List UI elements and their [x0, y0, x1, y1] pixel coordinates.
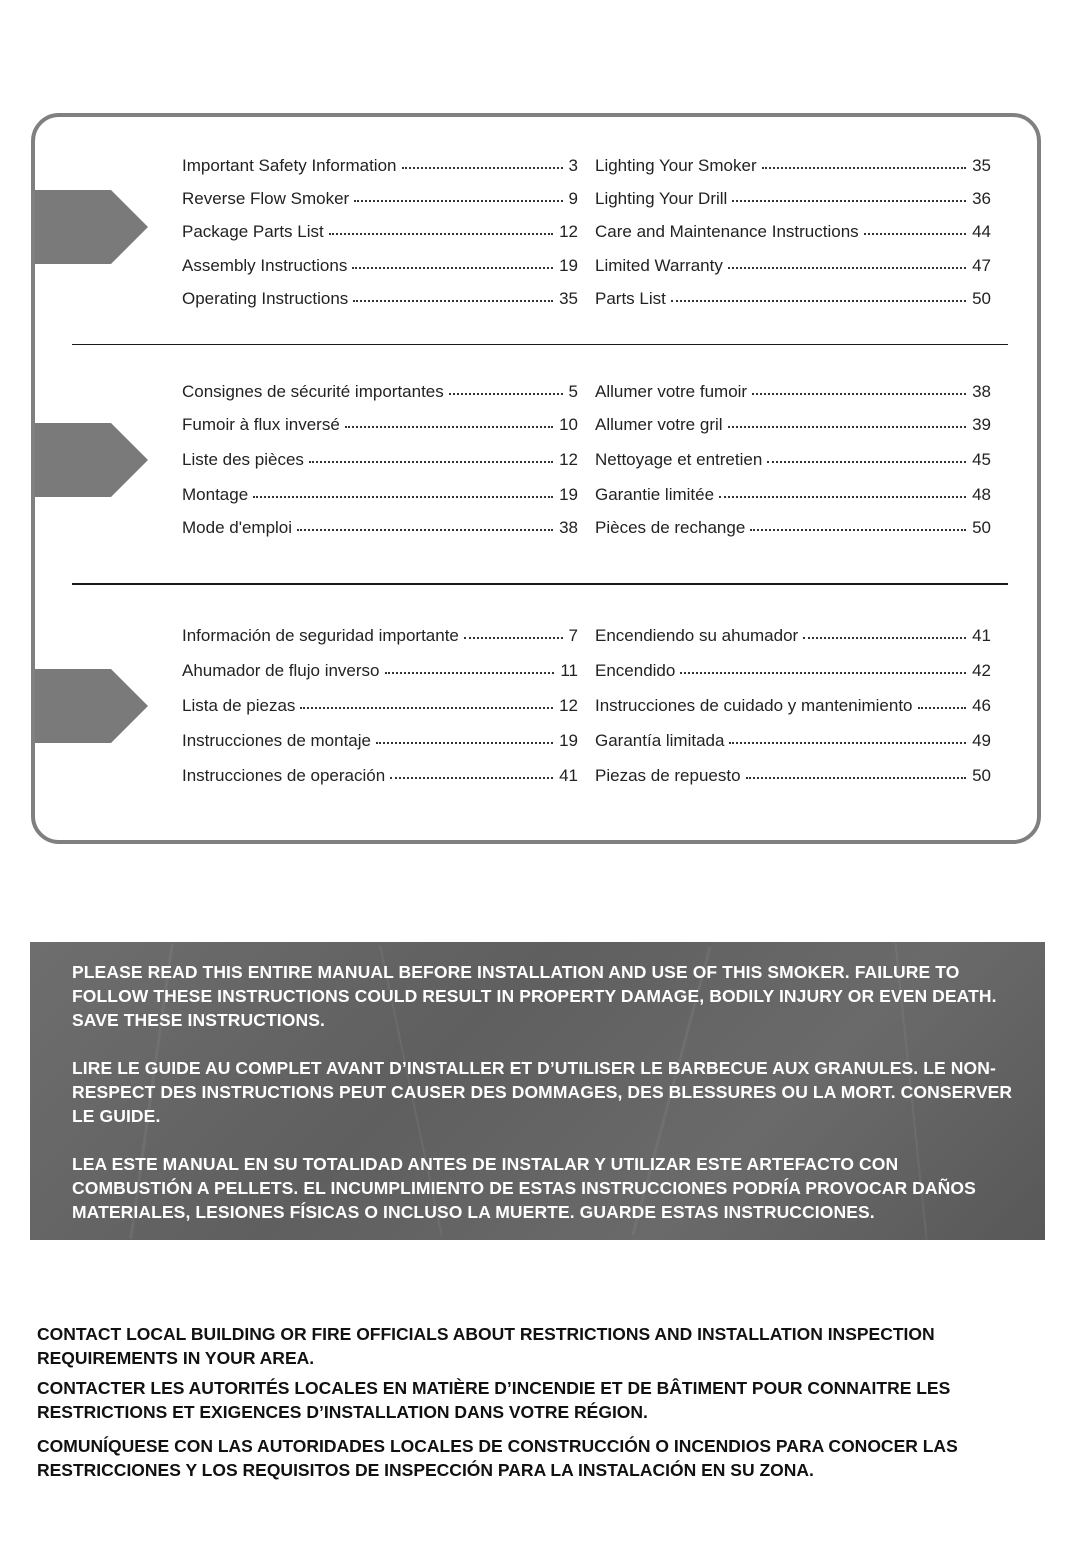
toc-entry — [595, 156, 991, 176]
toc-leader-dots — [728, 255, 966, 269]
toc-entry-title: Instrucciones de operación — [182, 766, 386, 785]
toc-entry-title: Encendido — [595, 661, 676, 680]
toc-entry-page: 42 — [972, 661, 991, 680]
toc-entry-page: 5 — [568, 382, 578, 401]
toc-leader-dots — [732, 188, 966, 202]
toc-entry-page: 48 — [972, 485, 991, 504]
toc-leader-dots — [390, 765, 553, 779]
toc-entry-title: Allumer votre gril — [595, 415, 723, 434]
toc-entry — [182, 485, 578, 505]
toc-leader-dots — [864, 221, 966, 235]
toc-entry-title: Ahumador de flujo inverso — [182, 661, 380, 680]
toc-entry — [595, 256, 991, 276]
toc-entry-page: 41 — [972, 626, 991, 645]
toc-leader-dots — [352, 255, 553, 269]
toc-entry-page: 19 — [559, 731, 578, 750]
toc-leader-dots — [746, 765, 967, 779]
toc-entry — [595, 450, 991, 470]
warning-panel — [30, 942, 1045, 1240]
toc-entry-page: 46 — [972, 696, 991, 715]
warning-french: LIRE LE GUIDE AU COMPLET AVANT D’INSTALLER ET D’UTILISER LE BARBECUE AUX GRANULES. LE NON-RESPECT DES INSTRUCTIONS PEUT CAUSER DES DOMMAGES, DES BLESSURES OU LA MORT. CONSERVER LE GUIDE. — [72, 1058, 1013, 1126]
toc-leader-dots — [300, 695, 553, 709]
toc-leader-dots — [680, 660, 966, 674]
toc-entry-page: 10 — [559, 415, 578, 434]
toc-entry — [595, 766, 991, 786]
warning-english: PLEASE READ THIS ENTIRE MANUAL BEFORE INSTALLATION AND USE OF THIS SMOKER. FAILURE TO FOLLOW THESE INSTRUCTIONS COULD RESULT IN PROPERTY DAMAGE, BODILY INJURY OR EVEN DEATH. SAVE THESE INSTRUCTIONS. — [72, 962, 997, 1030]
toc-entry-page: 12 — [559, 450, 578, 469]
toc-leader-dots — [376, 730, 553, 744]
toc-entry — [595, 382, 991, 402]
toc-entry-title: Consignes de sécurité importantes — [182, 382, 444, 401]
toc-leader-dots — [385, 660, 555, 674]
toc-entry-title: Lighting Your Smoker — [595, 156, 757, 175]
toc-entry-page: 36 — [972, 189, 991, 208]
toc-entry-page: 19 — [559, 485, 578, 504]
toc-entry — [182, 415, 578, 435]
toc-leader-dots — [253, 484, 553, 498]
toc-entry-page: 44 — [972, 222, 991, 241]
toc-entry-title: Lista de piezas — [182, 696, 296, 715]
toc-leader-dots — [762, 155, 966, 169]
toc-entry — [182, 626, 578, 646]
toc-entry — [182, 222, 578, 242]
toc-leader-dots — [719, 484, 966, 498]
toc-entry-title: Liste des pièces — [182, 450, 304, 469]
toc-entry — [595, 518, 991, 538]
toc-entry-title: Care and Maintenance Instructions — [595, 222, 859, 241]
toc-entry-title: Pièces de rechange — [595, 518, 746, 537]
toc-entry-page: 35 — [972, 156, 991, 175]
toc-entry-title: Encendiendo su ahumador — [595, 626, 799, 645]
toc-entry-page: 39 — [972, 415, 991, 434]
toc-entry-title: Piezas de repuesto — [595, 766, 741, 785]
toc-entry-page: 50 — [972, 766, 991, 785]
toc-entry — [182, 661, 578, 681]
toc-entry-page: 45 — [972, 450, 991, 469]
toc-entry-page: 12 — [559, 222, 578, 241]
toc-entry-title: Package Parts List — [182, 222, 324, 241]
toc-entry-title: Operating Instructions — [182, 289, 349, 308]
toc-entry — [182, 731, 578, 751]
toc-entry-title: Mode d'emploi — [182, 518, 293, 537]
toc-entry — [595, 696, 991, 716]
toc-entry-page: 9 — [568, 189, 578, 208]
toc-entry-title: Garantía limitada — [595, 731, 725, 750]
toc-entry-title: Lighting Your Drill — [595, 189, 728, 208]
toc-entry — [182, 450, 578, 470]
toc-entry-title: Allumer votre fumoir — [595, 382, 748, 401]
toc-entry-title: Nettoyage et entretien — [595, 450, 763, 469]
toc-leader-dots — [803, 625, 966, 639]
toc-leader-dots — [918, 695, 967, 709]
toc-entry — [595, 222, 991, 242]
toc-entry — [182, 696, 578, 716]
toc-leader-dots — [353, 288, 553, 302]
section-divider — [72, 583, 1008, 585]
toc-entry-page: 47 — [972, 256, 991, 275]
toc-entry — [595, 189, 991, 209]
toc-leader-dots — [309, 449, 553, 463]
toc-entry — [182, 518, 578, 538]
toc-leader-dots — [297, 517, 553, 531]
toc-entry — [182, 189, 578, 209]
toc-entry-page: 50 — [972, 289, 991, 308]
toc-leader-dots — [329, 221, 553, 235]
toc-leader-dots — [729, 730, 966, 744]
toc-entry-page: 35 — [559, 289, 578, 308]
toc-entry — [182, 766, 578, 786]
toc-entry-page: 38 — [559, 518, 578, 537]
toc-leader-dots — [752, 381, 966, 395]
toc-leader-dots — [464, 625, 563, 639]
toc-leader-dots — [354, 188, 562, 202]
toc-leader-dots — [402, 155, 563, 169]
toc-entry — [595, 731, 991, 751]
toc-leader-dots — [767, 449, 966, 463]
toc-entry-title: Montage — [182, 485, 249, 504]
toc-entry-page: 19 — [559, 256, 578, 275]
toc-entry-page: 41 — [559, 766, 578, 785]
toc-entry — [595, 415, 991, 435]
contact-notice-french: CONTACTER LES AUTORITÉS LOCALES EN MATIÈRE D’INCENDIE ET DE BÂTIMENT POUR CONNAITRE LES RESTRICTIONS ET EXIGENCES D’INSTALLATION DANS VOTRE RÉGION. — [37, 1378, 951, 1422]
toc-entry-page: 12 — [559, 696, 578, 715]
toc-entry-page: 49 — [972, 731, 991, 750]
toc-leader-dots — [345, 414, 553, 428]
toc-entry — [182, 256, 578, 276]
contact-notice-spanish: COMUNÍQUESE CON LAS AUTORIDADES LOCALES DE CONSTRUCCIÓN O INCENDIOS PARA CONOCER LAS RESTRICCIONES Y LOS REQUISITOS DE INSPECCIÓN PARA LA INSTALACIÓN EN SU ZONA. — [37, 1436, 958, 1480]
contact-notice-english: CONTACT LOCAL BUILDING OR FIRE OFFICIALS ABOUT RESTRICTIONS AND INSTALLATION INSPECTION REQUIREMENTS IN YOUR AREA. — [37, 1324, 935, 1368]
toc-leader-dots — [728, 414, 967, 428]
toc-entry-title: Parts List — [595, 289, 666, 308]
toc-entry — [595, 661, 991, 681]
toc-entry-title: Reverse Flow Smoker — [182, 189, 350, 208]
toc-entry-page: 7 — [568, 626, 578, 645]
toc-entry — [595, 289, 991, 309]
toc-entry-page: 50 — [972, 518, 991, 537]
toc-entry-title: Garantie limitée — [595, 485, 715, 504]
toc-entry-page: 3 — [568, 156, 578, 175]
toc-entry — [595, 485, 991, 505]
toc-leader-dots — [671, 288, 966, 302]
toc-entry — [595, 626, 991, 646]
section-divider — [72, 344, 1008, 345]
toc-leader-dots — [449, 381, 563, 395]
toc-entry-title: Instrucciones de montaje — [182, 731, 371, 750]
toc-entry-title: Instrucciones de cuidado y mantenimiento — [595, 696, 913, 715]
toc-entry — [182, 289, 578, 309]
toc-entry-title: Información de seguridad importante — [182, 626, 459, 645]
toc-entry-title: Limited Warranty — [595, 256, 723, 275]
warning-spanish: LEA ESTE MANUAL EN SU TOTALIDAD ANTES DE INSTALAR Y UTILIZAR ESTE ARTEFACTO CON COMBUSTIÓN A PELLETS. EL INCUMPLIMIENTO DE ESTAS INSTRUCCIONES PODRÍA PROVOCAR DAÑOS MATERIALES, LESIONES FÍSICAS O INCLUSO LA MUERTE. GUARDE ESTAS INSTRUCCIONES. — [72, 1154, 976, 1222]
toc-entry-title: Assembly Instructions — [182, 256, 348, 275]
toc-entry-title: Important Safety Information — [182, 156, 397, 175]
toc-leader-dots — [750, 517, 966, 531]
toc-entry — [182, 382, 578, 402]
toc-entry-page: 38 — [972, 382, 991, 401]
toc-entry — [182, 156, 578, 176]
toc-entry-page: 11 — [560, 661, 578, 680]
toc-entry-title: Fumoir à flux inversé — [182, 415, 340, 434]
